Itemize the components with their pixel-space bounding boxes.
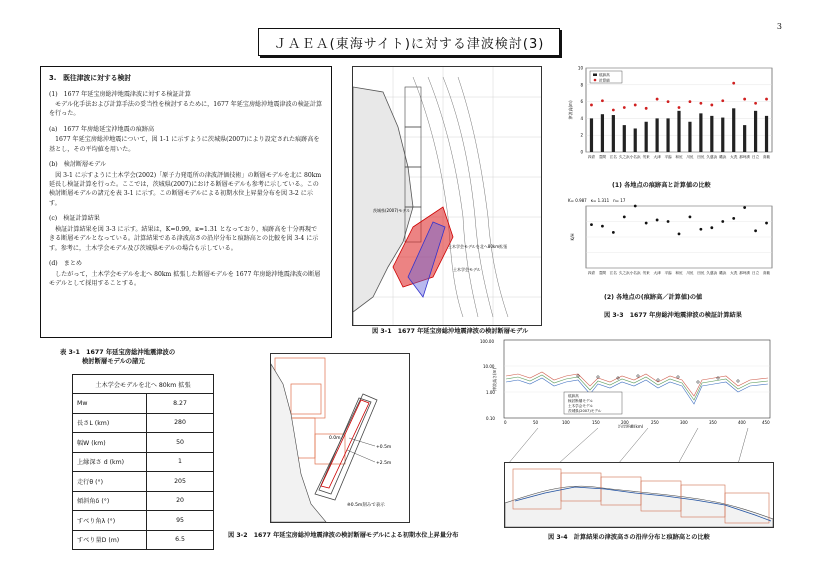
chart2-xtick: 川尻 bbox=[686, 271, 694, 275]
chart1-bar bbox=[656, 118, 659, 152]
chart1-xtick: 江名 bbox=[609, 155, 617, 159]
fig34-xtick: 100 bbox=[562, 420, 570, 425]
chart1-point bbox=[710, 104, 713, 107]
chart1-ylabel: 津波高(m) bbox=[568, 100, 573, 120]
chart1-bar bbox=[623, 125, 626, 152]
fig33-chart1-svg bbox=[566, 62, 778, 178]
chart1-xtick: 豊間 bbox=[598, 155, 607, 159]
fig32-svg bbox=[271, 354, 409, 522]
chart2-point bbox=[754, 229, 757, 232]
chart2-point bbox=[732, 217, 735, 220]
chart1-bar bbox=[699, 113, 702, 152]
fig32-label-p25: +2.5m bbox=[376, 461, 392, 466]
fig33-sub2-caption: (2) 各地点の(痕跡高／計算値)の値 bbox=[604, 294, 703, 301]
chart2-point bbox=[656, 219, 659, 222]
fig32-label-p05: +0.5m bbox=[376, 445, 392, 450]
fig32-note: ※0.5m刻みで表示 bbox=[347, 503, 385, 508]
chart1-xtick: 田尻 bbox=[697, 155, 705, 159]
fig31-label-jsce-ext: 土木学会モデルを北へ80km拡張 bbox=[448, 244, 508, 249]
chart2-xtick: 勿来 bbox=[642, 271, 650, 275]
fig34-legend-item: 痕跡高 bbox=[568, 394, 579, 398]
chart1-point bbox=[754, 102, 757, 105]
chart1-bar bbox=[677, 111, 680, 152]
chart1-legend-swatch bbox=[594, 79, 597, 82]
d-body: したがって，土木学会モデルを北へ 80km 拡張した断層モデルを 1677 年房総沖地震津波の断層モデルとして採用することする。 bbox=[49, 270, 321, 287]
chart1-xtick: 川尻 bbox=[686, 155, 694, 159]
fig34-ytick: 0.10 bbox=[486, 416, 495, 421]
chart1-xtick: 四倉 bbox=[587, 155, 596, 159]
table-row: 傾斜角δ (°) 20 bbox=[73, 491, 214, 511]
chart2-xtick: 久慈浜 bbox=[706, 271, 718, 275]
fig34-xtick: 350 bbox=[709, 420, 717, 425]
fig34-map bbox=[504, 462, 774, 528]
chart1-bar bbox=[612, 115, 615, 152]
chart1-bar bbox=[732, 108, 735, 152]
chart1-bar bbox=[645, 122, 648, 152]
chart1-legend-trace: 痕跡高 bbox=[599, 73, 610, 77]
chart2-point bbox=[678, 233, 681, 236]
chart2-point bbox=[612, 231, 615, 234]
chart2-xtick: 平潟 bbox=[664, 271, 672, 275]
b-title: (b) 検討断層モデル bbox=[49, 161, 107, 169]
chart1-point bbox=[765, 98, 768, 101]
chart2-xtick: 江名 bbox=[609, 271, 617, 275]
chart2-xtick: 磯浜 bbox=[719, 271, 727, 275]
chart1-bar bbox=[688, 122, 691, 152]
fig34-xtick: 50 bbox=[533, 420, 539, 425]
chart2-xtick: 豊間 bbox=[598, 271, 607, 275]
table-row: Mw 8.27 bbox=[73, 394, 214, 414]
fig34-xtick: 250 bbox=[651, 420, 659, 425]
chart1-xtick: 小名浜 bbox=[629, 155, 641, 159]
fig34-legend-item: 検討断層モデル bbox=[568, 399, 593, 403]
fig31-map bbox=[352, 66, 542, 326]
chart1-point bbox=[601, 99, 604, 102]
fig34-legend-item: 茨城県(2007)モデル bbox=[568, 409, 602, 413]
chart1-xtick: 磯浜 bbox=[719, 155, 727, 159]
chart1-ytick: 10 bbox=[577, 65, 583, 71]
chart1-bar bbox=[710, 116, 713, 152]
chart1-bar bbox=[666, 118, 669, 152]
chart1-point bbox=[678, 106, 681, 109]
chart2-xtick: 大津 bbox=[653, 271, 661, 275]
fig33-chart2 bbox=[566, 196, 778, 290]
chart1-xtick: 久之浜 bbox=[618, 155, 630, 159]
chart2-xtick: 大洗 bbox=[730, 271, 738, 275]
chart2-point bbox=[601, 225, 604, 228]
sub1-body: モデル化手法および計算手法の妥当性を検討するために，1677 年延宝房総沖地震津波の検証計算を行った。 bbox=[49, 100, 323, 118]
table-row: 走行θ (°) 205 bbox=[73, 472, 214, 492]
d-title: (d) まとめ bbox=[49, 260, 83, 268]
fig34-caption: 図 3-4 計算結果の津波高さの沿岸分布と痕跡高との比較 bbox=[548, 534, 710, 541]
chart1-bar bbox=[765, 116, 768, 152]
a-body: 1677 年延宝房総沖地震について，図 1-1 に示すように茨城県(2007)により設定された痕跡高を基とし，その平均値を用いた。 bbox=[49, 136, 320, 153]
fig34-xtick: 300 bbox=[680, 420, 688, 425]
fig34-xtick: 400 bbox=[738, 420, 746, 425]
chart1-point bbox=[721, 99, 724, 102]
chart2-point bbox=[710, 226, 713, 229]
fig34-leader-lines bbox=[478, 428, 774, 464]
chart2-ylabel: K/H bbox=[570, 233, 575, 241]
chart2-xtick: 日立 bbox=[751, 271, 760, 275]
chart1-point bbox=[612, 109, 615, 112]
chart1-bar bbox=[721, 118, 724, 152]
c-title: (c) 検証計算結果 bbox=[49, 215, 100, 223]
chart1-ytick: 6 bbox=[580, 99, 583, 105]
table-row: すべり角λ (°) 95 bbox=[73, 511, 214, 531]
chart2-xtick: 小名浜 bbox=[629, 271, 641, 275]
chart1-point bbox=[743, 98, 746, 101]
chart1-xtick: 日立 bbox=[751, 155, 760, 159]
chart2-point bbox=[623, 215, 626, 218]
chart1-point bbox=[689, 100, 692, 103]
fig34-xtick: 200 bbox=[621, 420, 629, 425]
chart1-ytick: 0 bbox=[580, 149, 583, 155]
fig34-legend-item: 土木学会モデル bbox=[568, 404, 593, 408]
params-table bbox=[72, 374, 214, 550]
chart2-point bbox=[634, 205, 637, 208]
fig34-xtick: 150 bbox=[592, 420, 600, 425]
chart1-ytick: 4 bbox=[580, 115, 583, 121]
table-header: 土木学会モデルを北へ 80km 拡張 bbox=[73, 375, 214, 394]
chart2-xtick: 高萩 bbox=[762, 271, 771, 275]
fig32-map bbox=[270, 353, 410, 523]
fig34-ytick: 1.00 bbox=[486, 390, 495, 395]
table-row: 長さL (km) 280 bbox=[73, 413, 214, 433]
chart2-point bbox=[645, 222, 648, 225]
fig34-ylabel: 津波高さ(m) bbox=[492, 367, 497, 391]
fig33-chart1 bbox=[566, 62, 778, 178]
a-title: (a) 1677 年房総延宝沖地震の痕跡高 bbox=[49, 125, 155, 133]
chart2-point bbox=[743, 206, 746, 209]
chart2-xtick: 那珂湊 bbox=[739, 271, 751, 275]
table-row: 上縁深さ d (km) 1 bbox=[73, 452, 214, 472]
section-heading: 3. 既往津波に対する検討 bbox=[49, 74, 132, 82]
chart2-xtick: 和尻 bbox=[675, 271, 683, 275]
c-body: 検証計算結果を図 3-3 に示す。結果は，K=0.99，κ=1.31 となっており，痕跡高を十分再現できる断層モデルとなっている。計算結果である津波高さの沿岸分布と痕跡高との比較を図 3-4 に示す。参考に，土木学会モデル及び茨城県モデルの場合も示している。 bbox=[49, 225, 319, 252]
chart1-bar bbox=[590, 118, 593, 152]
fig32-label-00: 0.0m bbox=[329, 436, 341, 441]
chart2-stats: K= 0.987 κ= 1.311 n= 17 bbox=[568, 198, 626, 203]
b-body: 図 3-1 に示すように土木学会(2002)「原子力発電所の津波評価技術」の断層モデルを北に 80km 延長し検証計算を行った。ここでは，茨城県(2007)における断層モデルも参考に示している。この検討断層モデルの諸元を表 3-1 に示す。この断層モデルによる初期水位上昇量分布を図 3-2 に示す。 bbox=[49, 171, 322, 207]
chart1-ytick: 2 bbox=[580, 132, 583, 138]
chart1-bar bbox=[634, 128, 637, 152]
chart1-point bbox=[656, 98, 659, 101]
chart1-xtick: 那珂湊 bbox=[739, 155, 751, 159]
fig31-caption: 図 3-1 1677 年延宝房総沖地震津波の検討断層モデル bbox=[372, 328, 529, 335]
chart1-point bbox=[623, 106, 626, 109]
table-row: 幅W (km) 50 bbox=[73, 433, 214, 453]
fig34-xlabel: 沿岸距離(km) bbox=[618, 424, 644, 428]
table-title bbox=[60, 348, 175, 367]
chart1-xtick: 久慈浜 bbox=[706, 155, 718, 159]
chart1-bar bbox=[754, 111, 757, 152]
fig33-caption: 図 3-3 1677 年房総沖地震津波の検証計算結果 bbox=[604, 312, 742, 319]
chart2-point bbox=[765, 222, 768, 225]
sub1-title: (1) 1677 年延宝房総沖地震津波に対する検証計算 bbox=[49, 90, 191, 98]
fig34-ytick: 100.00 bbox=[480, 339, 494, 344]
chart1-point bbox=[634, 104, 637, 107]
fig34-profile bbox=[478, 336, 774, 428]
chart1-point bbox=[699, 102, 702, 105]
table-title-line2: 検討断層モデルの諸元 bbox=[82, 358, 145, 366]
chart1-point bbox=[590, 104, 593, 107]
chart1-bar bbox=[601, 114, 604, 152]
fig32-caption: 図 3-2 1677 年延宝房総沖地震津波の検討断層モデルによる初期水位上昇量分布 bbox=[228, 532, 459, 539]
chart2-point bbox=[721, 220, 724, 223]
chart1-point bbox=[732, 82, 735, 85]
fig31-svg bbox=[353, 67, 541, 325]
fig34-map-svg bbox=[505, 463, 773, 527]
page-number: 3 bbox=[776, 22, 782, 31]
chart1-xtick: 勿来 bbox=[642, 155, 650, 159]
chart1-point bbox=[645, 107, 648, 110]
page-title: ＪＡＥＡ(東海サイト)に対する津波検討(3) bbox=[258, 28, 560, 56]
fig34-profile-svg bbox=[478, 336, 774, 428]
fig34-xtick: 0 bbox=[504, 420, 507, 425]
chart2-xtick: 田尻 bbox=[697, 271, 705, 275]
chart1-xtick: 和尻 bbox=[675, 155, 683, 159]
fig34-ytick: 10.00 bbox=[483, 364, 495, 369]
chart1-xtick: 平潟 bbox=[664, 155, 672, 159]
chart2-point bbox=[689, 215, 692, 218]
chart1-xtick: 大洗 bbox=[730, 155, 738, 159]
fig33-chart2-svg bbox=[566, 196, 778, 290]
table-row: すべり量D (m) 6.5 bbox=[73, 530, 214, 550]
chart2-point bbox=[667, 220, 670, 223]
fig34-xtick: 450 bbox=[762, 420, 770, 425]
chart1-xtick: 大津 bbox=[653, 155, 661, 159]
chart2-xtick: 久之浜 bbox=[618, 271, 630, 275]
chart1-bar bbox=[743, 125, 746, 152]
fig31-label-ibaraki: 茨城県(2007)モデル bbox=[373, 208, 411, 213]
fig31-label-jsce: 土木学会モデル bbox=[453, 267, 481, 272]
chart2-xtick: 四倉 bbox=[587, 271, 596, 275]
chart1-legend-swatch bbox=[593, 74, 597, 77]
chart2-point bbox=[699, 228, 702, 231]
chart1-point bbox=[667, 100, 670, 103]
fig33-sub1-caption: (1) 各地点の痕跡高と計算値の比較 bbox=[612, 182, 711, 189]
chart1-xtick: 高萩 bbox=[762, 155, 771, 159]
chart2-point bbox=[590, 223, 593, 226]
chart1-legend-calc: 計算値 bbox=[599, 78, 610, 83]
chart1-ytick: 8 bbox=[580, 82, 583, 88]
section-textbox bbox=[40, 66, 332, 338]
table-title-line1: 表 3-1 1677 年延宝房総沖地震津波の bbox=[60, 349, 176, 356]
